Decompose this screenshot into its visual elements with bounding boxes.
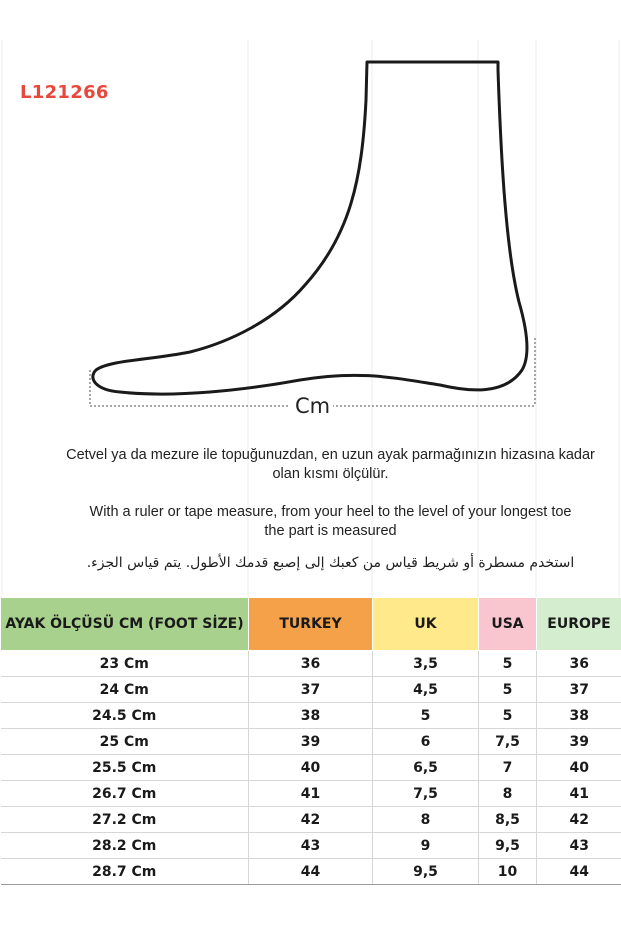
- usa-cell: 9,5: [479, 833, 537, 859]
- europe-cell: 43: [537, 833, 621, 859]
- foot-size-cell: 24.5 Cm: [1, 703, 249, 729]
- instruction-english: [40, 503, 621, 541]
- uk-cell: 5: [373, 703, 479, 729]
- foot-size-cell: 28.7 Cm: [1, 859, 249, 885]
- foot-size-cell: 26.7 Cm: [1, 781, 249, 807]
- table-row: [1, 651, 621, 677]
- table-row: [1, 807, 621, 833]
- usa-cell: 7,5: [479, 729, 537, 755]
- instruction-arabic: استخدم مسطرة أو شريط قياس من كعبك إلى إصبع قدمك الأطول. يتم قياس الجزء.: [86, 555, 575, 571]
- europe-cell: 38: [537, 703, 621, 729]
- turkey-cell: 37: [249, 677, 373, 703]
- turkey-cell: 43: [249, 833, 373, 859]
- usa-cell: 7: [479, 755, 537, 781]
- measure-label: Cm: [292, 394, 333, 418]
- uk-cell: 7,5: [373, 781, 479, 807]
- uk-cell: 9: [373, 833, 479, 859]
- header-usa: USA: [479, 598, 537, 651]
- europe-cell: 42: [537, 807, 621, 833]
- header-foot-size: AYAK ÖLÇÜSÜ CM (FOOT SİZE): [1, 598, 249, 651]
- uk-cell: 3,5: [373, 651, 479, 677]
- usa-cell: 8: [479, 781, 537, 807]
- europe-cell: 40: [537, 755, 621, 781]
- instruction-turkish: [40, 446, 621, 484]
- foot-size-cell: 25.5 Cm: [1, 755, 249, 781]
- turkey-cell: 39: [249, 729, 373, 755]
- usa-cell: 10: [479, 859, 537, 885]
- instruction-en-line-2: the part is measured: [264, 523, 397, 539]
- table-body: [1, 651, 621, 885]
- foot-size-cell: 28.2 Cm: [1, 833, 249, 859]
- product-code: L121266: [20, 82, 109, 103]
- table-row: [1, 755, 621, 781]
- usa-cell: 5: [479, 703, 537, 729]
- turkey-cell: 44: [249, 859, 373, 885]
- europe-cell: 36: [537, 651, 621, 677]
- europe-cell: 39: [537, 729, 621, 755]
- foot-outline-diagram: [0, 40, 621, 440]
- uk-cell: 9,5: [373, 859, 479, 885]
- europe-cell: 44: [537, 859, 621, 885]
- table-row: [1, 859, 621, 885]
- table-row: [1, 677, 621, 703]
- usa-cell: 5: [479, 651, 537, 677]
- table-row: [1, 781, 621, 807]
- table-row: [1, 703, 621, 729]
- turkey-cell: 41: [249, 781, 373, 807]
- europe-cell: 41: [537, 781, 621, 807]
- instruction-tr-line-2: olan kısmı ölçülür.: [272, 466, 389, 482]
- foot-size-cell: 24 Cm: [1, 677, 249, 703]
- usa-cell: 5: [479, 677, 537, 703]
- foot-size-cell: 23 Cm: [1, 651, 249, 677]
- instruction-en-line-1: With a ruler or tape measure, from your heel to the level of your longest toe: [89, 504, 572, 520]
- turkey-cell: 42: [249, 807, 373, 833]
- turkey-cell: 40: [249, 755, 373, 781]
- usa-cell: 8,5: [479, 807, 537, 833]
- table-header-row: [1, 598, 621, 651]
- header-europe: EUROPE: [537, 598, 621, 651]
- uk-cell: 4,5: [373, 677, 479, 703]
- uk-cell: 8: [373, 807, 479, 833]
- table-row: [1, 729, 621, 755]
- table-row: [1, 833, 621, 859]
- turkey-cell: 38: [249, 703, 373, 729]
- header-turkey: TURKEY: [249, 598, 373, 651]
- instruction-tr-line-1: Cetvel ya da mezure ile topuğunuzdan, en uzun ayak parmağınızın hizasına kadar: [66, 447, 595, 463]
- turkey-cell: 36: [249, 651, 373, 677]
- foot-size-cell: 25 Cm: [1, 729, 249, 755]
- foot-size-cell: 27.2 Cm: [1, 807, 249, 833]
- europe-cell: 37: [537, 677, 621, 703]
- uk-cell: 6,5: [373, 755, 479, 781]
- uk-cell: 6: [373, 729, 479, 755]
- header-uk: UK: [373, 598, 479, 651]
- size-conversion-table: [0, 597, 621, 885]
- foot-outline: [93, 62, 527, 394]
